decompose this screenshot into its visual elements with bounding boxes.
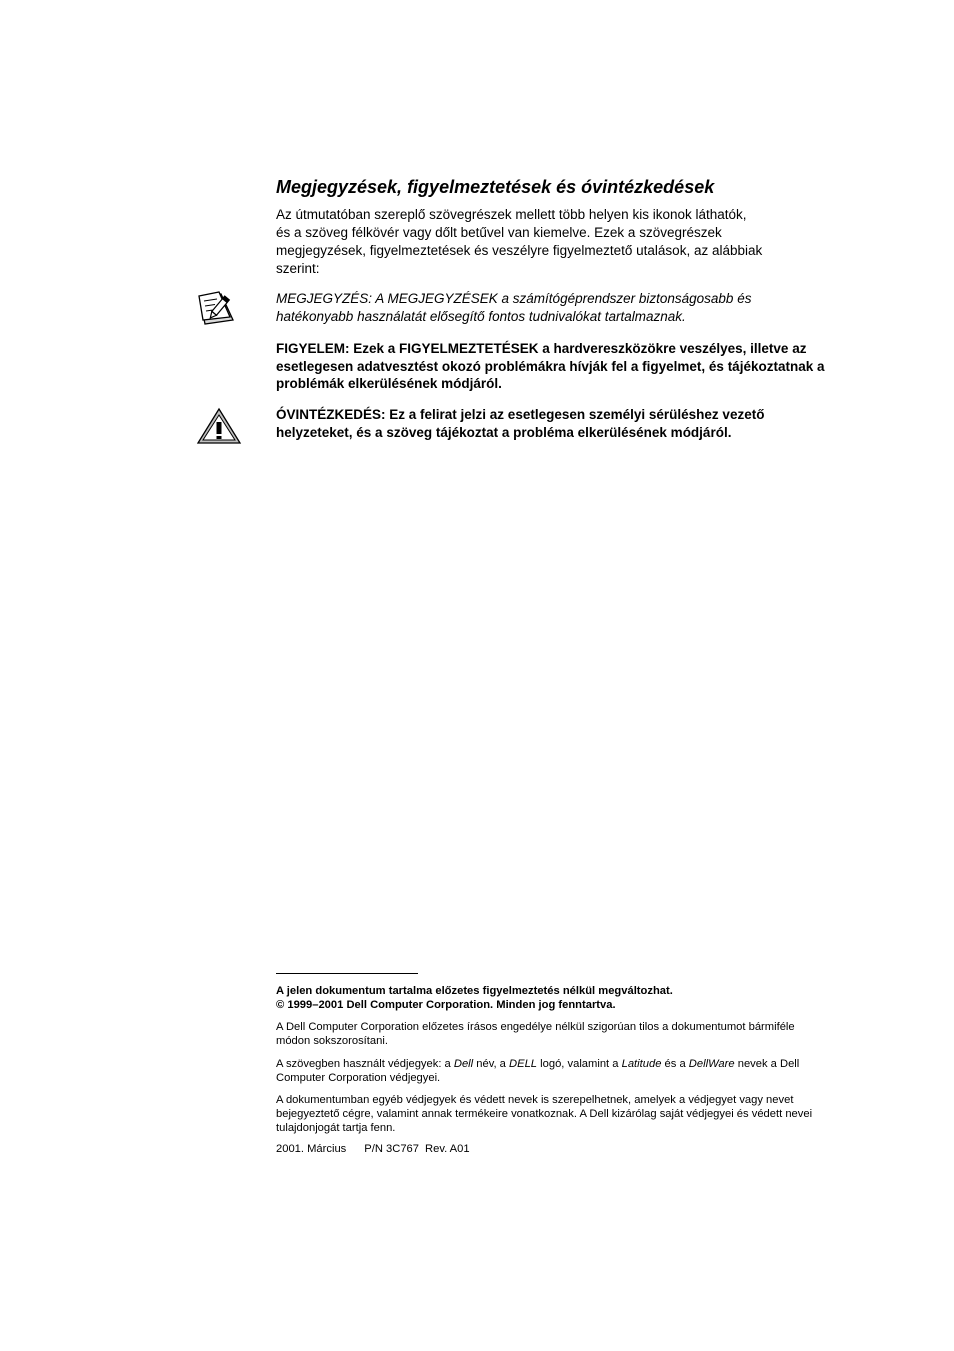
note-pencil-icon: [197, 290, 241, 330]
tm-text: nevek a Dell Computer Corporation védjegyei.: [276, 1058, 800, 1084]
tm-dellware: DellWare: [688, 1058, 735, 1070]
intro-line: és a szöveg félkövér vagy dőlt betűvel van kiemelve. Ezek a szövegrészek: [276, 225, 722, 240]
intro-paragraph: [276, 206, 816, 278]
publication-date: 2001. Március: [276, 1143, 347, 1155]
other-trademarks-notice: A dokumentumban egyéb védjegyek és védett nevek is szerepelhetnek, amelyek a védjegyet vagy nevet bejegyeztető cégre, valamint annak termékeire vonatkoznak. A Dell kizárólag saját védjegyei és védett nevei tulajdonjogát tartja fenn.: [276, 1094, 813, 1134]
section-title: Megjegyzések, figyelmeztetések és óvintézkedések: [276, 177, 715, 197]
footer-divider: [276, 973, 418, 974]
tm-dell-logo: DELL: [509, 1058, 538, 1070]
tm-latitude: Latitude: [621, 1058, 662, 1070]
intro-line: megjegyzések, figyelmeztetések és veszélyre figyelmeztető utalások, az alábbiak: [276, 243, 763, 258]
caution-triangle-icon: [195, 406, 243, 446]
publication-info: [276, 1142, 470, 1156]
notice-text: FIGYELEM: Ezek a FIGYELMEZTETÉSEK a hardvereszközökre veszélyes, illetve az esetlegesen adatvesztést okozó problémákra hívják fel a figyelmet, és tájékoztatnak a problémák elkerülésének módjáról.: [276, 341, 825, 391]
tm-text: és a: [661, 1058, 689, 1070]
tm-text: név, a: [473, 1058, 510, 1070]
copyright-line: © 1999–2001 Dell Computer Corporation. Minden jog fenntartva.: [276, 998, 616, 1011]
tm-text: A szövegben használt védjegyek: a: [276, 1058, 454, 1070]
footer-legal-notice: [276, 985, 836, 1012]
tm-text: logó, valamint a: [537, 1058, 622, 1070]
intro-line: Az útmutatóban szereplő szövegrészek mellett több helyen kis ikonok láthatók,: [276, 207, 747, 222]
tm-dell: Dell: [453, 1058, 474, 1070]
footer-legal-line: A jelen dokumentum tartalma előzetes figyelmeztetés nélkül megváltozhat.: [276, 985, 673, 997]
intro-line: szerint:: [276, 261, 320, 276]
trademarks-notice: [276, 1057, 826, 1085]
caution-text: ÓVINTÉZKEDÉS: Ez a felirat jelzi az esetlegesen személyi sérüléshez vezető helyzeteket, és a szöveg tájékoztat a probléma elkerülésének módjáról.: [276, 407, 765, 440]
note-text: MEGJEGYZÉS: A MEGJEGYZÉSEK a számítógéprendszer biztonságosabb és hatékonyabb használatát elősegítő fontos tudnivalókat tartalmaznak.: [276, 291, 752, 324]
part-number: P/N 3C767: [364, 1143, 420, 1155]
revision: Rev. A01: [425, 1143, 470, 1155]
reproduction-notice: A Dell Computer Corporation előzetes írásos engedélye nélkül szigorúan tilos a dokumentumot bármiféle módon sokszorosítani.: [276, 1021, 795, 1047]
